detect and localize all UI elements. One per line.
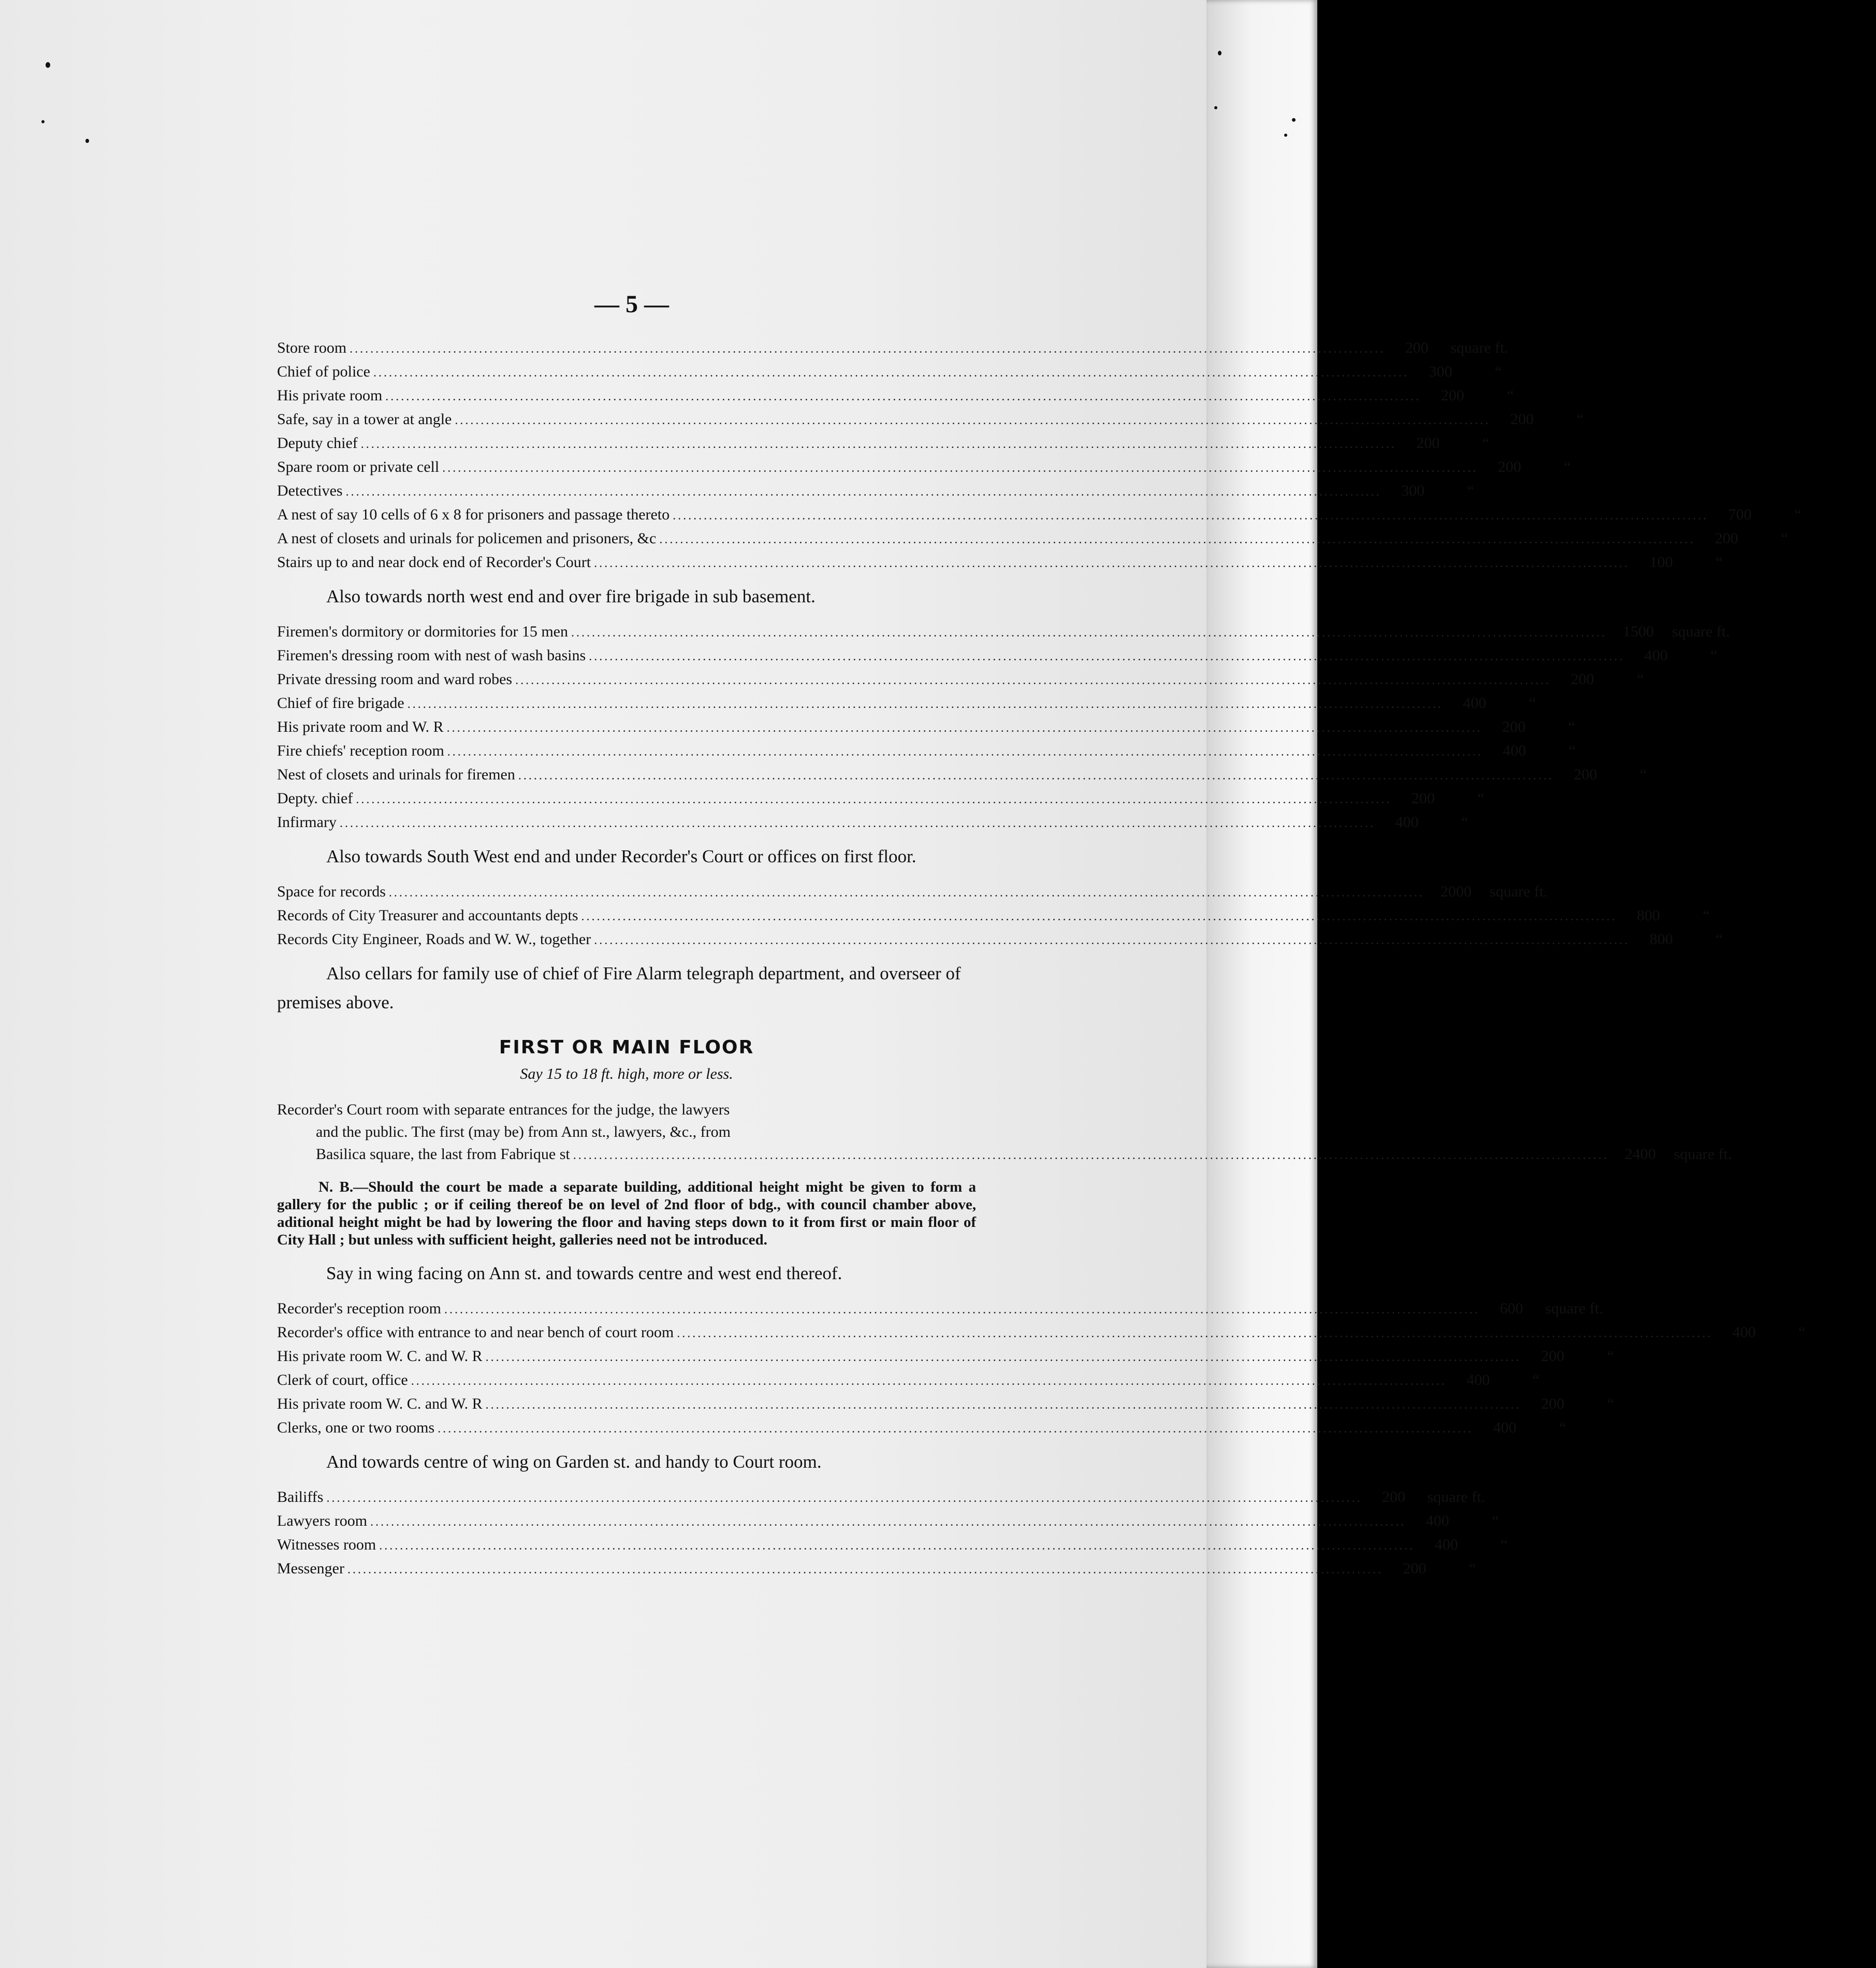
list-item: Recorder's reception room ........................................................................................................................................................................................................ 600 square ft. xyxy=(277,1297,976,1321)
dot-leader: ........................................................................................................................................................................................................ xyxy=(447,745,1483,759)
dot-leader: ........................................................................................................................................................................................................ xyxy=(442,461,1478,475)
space-list-fire-brigade xyxy=(277,620,1730,835)
dot-leader: ........................................................................................................................................................................................................ xyxy=(373,366,1409,380)
dot-leader: ........................................................................................................................................................................................................ xyxy=(446,721,1482,735)
dot-leader: ........................................................................................................................................................................................................ xyxy=(518,769,1554,783)
dot-leader: ........................................................................................................................................................................................................ xyxy=(438,1422,1474,1436)
list-item: Witnesses room ........................................................................................................................................................................................................ 400 “ xyxy=(277,1533,976,1557)
list-item: Recorder's office with entrance to and near bench of court room ........................................................................................................................................................................................................ 400 “ xyxy=(277,1321,976,1345)
dot-leader: ........................................................................................................................................................................................................ xyxy=(407,698,1443,711)
list-item: Firemen's dormitory or dormitories for 15 men ........................................................................................................................................................................................................ 1500 square ft. xyxy=(277,620,976,644)
section-heading-garden-st: And towards centre of wing on Garden st. and handy to Court room. xyxy=(326,1452,822,1472)
dot-leader: ........................................................................................................................................................................................................ xyxy=(347,1563,1383,1576)
dot-leader: ........................................................................................................................................................................................................ xyxy=(370,1515,1406,1529)
page-number: — 5 — xyxy=(594,291,669,318)
dot-leader: ........................................................................................................................................................................................................ xyxy=(345,485,1381,499)
nota-bene-paragraph: N. B.—Should the court be made a separate building, additional height might be given to form a gallery for the public ; or if ceiling thereof be on level of 2nd floor of bdg., with council chamber above, aditional height might be had by lowering the floor and having steps down to it from first or main floor of City Hall ; but unless with sufficient height, galleries need not be introduced. xyxy=(277,1179,976,1248)
adjacent-page-edge xyxy=(1206,0,1317,1968)
dot-leader: ........................................................................................................................................................................................................ xyxy=(379,1539,1415,1553)
list-item: Bailiffs ........................................................................................................................................................................................................ 200 square ft. xyxy=(277,1486,976,1510)
section-heading-ann-st: Say in wing facing on Ann st. and towards centre and west end thereof. xyxy=(326,1263,842,1283)
court-room-line: and the public. The first (may be) from Ann st., lawyers, &c., from xyxy=(316,1123,731,1140)
list-item: Lawyers room ........................................................................................................................................................................................................ 400 “ xyxy=(277,1510,976,1533)
list-item: His private room and W. R ........................................................................................................................................................................................................ 200 “ xyxy=(277,716,976,740)
list-item: Store room ........................................................................................................................................................................................................ 200 square ft. xyxy=(277,337,976,360)
main-floor-subheading: Say 15 to 18 ft. high, more or less. xyxy=(520,1065,733,1082)
dot-leader: ........................................................................................................................................................................................................ xyxy=(411,1374,1447,1388)
list-item: Messenger ........................................................................................................................................................................................................ 200 “ xyxy=(277,1557,976,1581)
list-item: Fire chiefs' reception room ........................................................................................................................................................................................................ 400 “ xyxy=(277,740,976,763)
list-item: His private room W. C. and W. R ........................................................................................................................................................................................................ 200 “ xyxy=(277,1345,976,1369)
dot-leader: ........................................................................................................................................................................................................ xyxy=(388,886,1424,900)
dot-leader: ........................................................................................................................................................................................................ xyxy=(515,674,1551,687)
list-item: His private room ........................................................................................................................................................................................................ 200 “ xyxy=(277,384,976,408)
list-item: Basilica square, the last from Fabrique st ........................................................................................................................................................................................................ 2400 square ft. xyxy=(277,1143,976,1167)
section-heading-south-west: Also towards South West end and under Recorder's Court or offices on first floor. xyxy=(326,846,917,866)
scan-speck xyxy=(46,62,50,68)
list-item: Spare room or private cell ........................................................................................................................................................................................................ 200 “ xyxy=(277,456,976,480)
document-body xyxy=(277,337,1806,1585)
scan-speck xyxy=(1292,118,1296,122)
dot-leader: ........................................................................................................................................................................................................ xyxy=(673,509,1709,523)
space-list-recorder xyxy=(277,1297,1806,1440)
list-item: Stairs up to and near dock end of Recorder's Court ........................................................................................................................................................................................................ 100 “ xyxy=(277,551,976,575)
list-item: A nest of closets and urinals for policemen and prisoners, &c ........................................................................................................................................................................................................ 200 “ xyxy=(277,527,976,551)
dot-leader: ........................................................................................................................................................................................................ xyxy=(485,1398,1521,1412)
list-item: Space for records ........................................................................................................................................................................................................ 2000 square ft. xyxy=(277,880,976,904)
dot-leader: ........................................................................................................................................................................................................ xyxy=(455,414,1491,427)
space-list-court-staff xyxy=(277,1486,1508,1581)
dot-leader: ........................................................................................................................................................................................................ xyxy=(360,438,1397,451)
scan-speck xyxy=(1214,106,1217,109)
list-item: A nest of say 10 cells of 6 x 8 for prisoners and passage thereto ........................................................................................................................................................................................................ 700 “ xyxy=(277,503,976,527)
dot-leader: ........................................................................................................................................................................................................ xyxy=(677,1327,1713,1340)
dot-leader: ........................................................................................................................................................................................................ xyxy=(326,1492,1362,1505)
list-item: Chief of police ........................................................................................................................................................................................................ 300 “ xyxy=(277,360,976,384)
section-heading-north-west: Also towards north west end and over fire brigade in sub basement. xyxy=(326,586,816,606)
dot-leader: ........................................................................................................................................................................................................ xyxy=(573,1149,1609,1162)
dot-leader: ........................................................................................................................................................................................................ xyxy=(581,910,1617,923)
scan-speck xyxy=(85,139,89,143)
dot-leader: ........................................................................................................................................................................................................ xyxy=(571,626,1607,640)
list-item: Clerks, one or two rooms ........................................................................................................................................................................................................ 400 “ xyxy=(277,1416,976,1440)
section-cellars-note: Also cellars for family use of chief of Fire Alarm telegraph department, and overseer of premises above. xyxy=(277,963,961,1012)
court-room-entry xyxy=(277,1098,1732,1167)
list-item: Private dressing room and ward robes ........................................................................................................................................................................................................ 200 “ xyxy=(277,668,976,692)
space-list-records xyxy=(277,880,1723,952)
dot-leader: ........................................................................................................................................................................................................ xyxy=(659,533,1695,546)
space-list-basement xyxy=(277,337,1801,575)
list-item: Clerk of court, office ........................................................................................................................................................................................................ 400 “ xyxy=(277,1369,976,1393)
dot-leader: ........................................................................................................................................................................................................ xyxy=(350,342,1386,356)
list-item: Chief of fire brigade ........................................................................................................................................................................................................ 400 “ xyxy=(277,692,976,716)
list-item: Records City Engineer, Roads and W. W., together ........................................................................................................................................................................................................ 800 “ xyxy=(277,928,976,952)
list-item: Depty. chief ........................................................................................................................................................................................................ 200 “ xyxy=(277,787,976,811)
list-item: Deputy chief ........................................................................................................................................................................................................ 200 “ xyxy=(277,432,976,456)
court-room-line: Recorder's Court room with separate entrances for the judge, the lawyers xyxy=(277,1101,730,1118)
dot-leader: ........................................................................................................................................................................................................ xyxy=(444,1303,1480,1316)
list-item: Infirmary ........................................................................................................................................................................................................ 400 “ xyxy=(277,811,976,835)
list-item: Safe, say in a tower at angle ........................................................................................................................................................................................................ 200 “ xyxy=(277,408,976,432)
dot-leader: ........................................................................................................................................................................................................ xyxy=(339,817,1375,830)
dot-leader: ........................................................................................................................................................................................................ xyxy=(385,390,1421,403)
main-floor-heading: FIRST OR MAIN FLOOR xyxy=(499,1037,754,1058)
dot-leader: ........................................................................................................................................................................................................ xyxy=(485,1351,1521,1364)
dot-leader: ........................................................................................................................................................................................................ xyxy=(594,934,1630,947)
list-item: Nest of closets and urinals for firemen ........................................................................................................................................................................................................ 200 “ xyxy=(277,763,976,787)
dot-leader: ........................................................................................................................................................................................................ xyxy=(356,793,1392,806)
list-item: His private room W. C. and W. R ........................................................................................................................................................................................................ 200 “ xyxy=(277,1393,976,1416)
scan-speck xyxy=(1284,134,1287,137)
dot-leader: ........................................................................................................................................................................................................ xyxy=(589,650,1625,663)
list-item: Detectives ........................................................................................................................................................................................................ 300 “ xyxy=(277,480,976,503)
scan-speck xyxy=(1218,51,1221,55)
dot-leader: ........................................................................................................................................................................................................ xyxy=(594,557,1630,570)
list-item: Records of City Treasurer and accountants depts ........................................................................................................................................................................................................ 800 “ xyxy=(277,904,976,928)
scan-speck xyxy=(41,120,45,123)
list-item: Firemen's dressing room with nest of wash basins ........................................................................................................................................................................................................ 400 “ xyxy=(277,644,976,668)
